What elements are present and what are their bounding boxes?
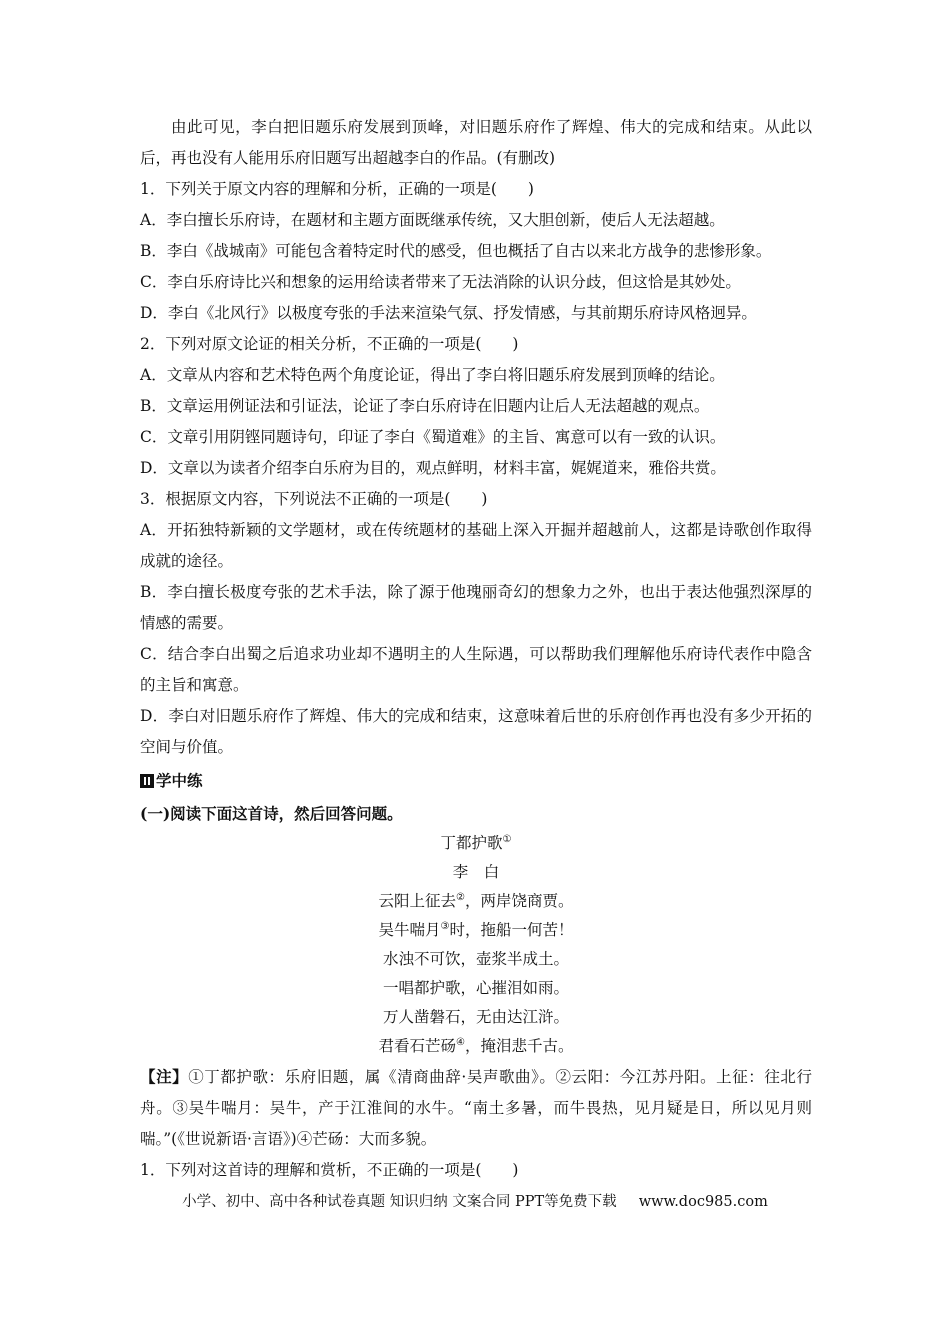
option-a: A．开拓独特新颖的文学题材，或在传统题材的基础上深入开掘并超越前人，这都是诗歌创作取得成就的途径。 bbox=[140, 521, 812, 570]
section-title: 学中练 bbox=[156, 771, 203, 790]
intro-paragraph: 由此可见，李白把旧题乐府发展到顶峰，对旧题乐府作了辉煌、伟大的完成和结束。从此以后，再也没有人能用乐府旧题写出超越李白的作品。(有删改) bbox=[140, 118, 812, 167]
poem-line: 君看石芒砀④，掩泪悲千古。 bbox=[378, 1036, 574, 1055]
note-label: 【注】 bbox=[140, 1067, 189, 1086]
question-stem: 1．下列关于原文内容的理解和分析，正确的一项是( ) bbox=[140, 180, 534, 198]
poem-title: 丁都护歌① bbox=[440, 833, 512, 852]
page-footer bbox=[0, 1190, 950, 1211]
question-3 bbox=[140, 484, 812, 763]
option-b: B．李白《战城南》可能包含着特定时代的感受，但也概括了自古以来北方战争的悲惨形象。 bbox=[140, 242, 772, 260]
option-b: B．李白擅长极度夸张的艺术手法，除了源于他瑰丽奇幻的想象力之外，也出于表达他强烈深厚的情感的需要。 bbox=[140, 583, 812, 632]
option-a: A．文章从内容和艺术特色两个角度论证，得出了李白将旧题乐府发展到顶峰的结论。 bbox=[140, 366, 725, 384]
section-heading bbox=[140, 765, 812, 796]
option-d: D．李白《北风行》以极度夸张的手法来渲染气氛、抒发情感，与其前期乐府诗风格迥异。 bbox=[140, 304, 757, 322]
poem-line: 云阳上征去②，两岸饶商贾。 bbox=[378, 891, 574, 910]
option-c: C．李白乐府诗比兴和想象的运用给读者带来了无法消除的认识分歧，但这恰是其妙处。 bbox=[140, 273, 741, 291]
section-marker-icon bbox=[140, 774, 154, 788]
document-body bbox=[140, 112, 812, 1186]
question-stem: 3．根据原文内容，下列说法不正确的一项是( ) bbox=[140, 490, 488, 508]
footnote-marker: ④ bbox=[456, 1036, 465, 1048]
option-d: D．李白对旧题乐府作了辉煌、伟大的完成和结束，这意味着后世的乐府创作再也没有多少开拓的空间与价值。 bbox=[140, 707, 812, 756]
question-1 bbox=[140, 174, 812, 329]
poem-line: 吴牛喘月③时，拖船一何苦！ bbox=[378, 920, 574, 939]
footnote-marker: ② bbox=[456, 891, 465, 903]
poem-line: 一唱都护歌，心摧泪如雨。 bbox=[382, 979, 569, 997]
footer-text: 小学、初中、高中各种试卷真题 知识归纳 文案合同 PPT等免费下载 bbox=[182, 1194, 617, 1210]
question-stem: 1．下列对这首诗的理解和赏析，不正确的一项是( ) bbox=[140, 1161, 519, 1179]
question-2 bbox=[140, 329, 812, 484]
poem bbox=[140, 829, 812, 1061]
poem-line: 水浊不可饮，壶浆半成土。 bbox=[382, 950, 569, 968]
footnote-marker: ① bbox=[502, 833, 512, 845]
footnote-marker: ③ bbox=[440, 920, 450, 932]
note-text: ①丁都护歌：乐府旧题，属《清商曲辞·吴声歌曲》。②云阳：今江苏丹阳。上征：往北行舟。③吴牛喘月：吴牛，产于江淮间的水牛。“南土多暑，而牛畏热，见月疑是日，所以见月则喘。”(《世说新语·言语》)④芒砀：大而多貌。 bbox=[140, 1068, 812, 1148]
poem-notes bbox=[140, 1061, 812, 1155]
option-a: A．李白擅长乐府诗，在题材和主题方面既继承传统，又大胆创新，使后人无法超越。 bbox=[140, 211, 725, 229]
option-c: C．结合李白出蜀之后追求功业却不遇明主的人生际遇，可以帮助我们理解他乐府诗代表作中隐含的主旨和寓意。 bbox=[140, 645, 812, 694]
option-c: C．文章引用阴铿同题诗句，印证了李白《蜀道难》的主旨、寓意可以有一致的认识。 bbox=[140, 428, 726, 446]
option-b: B．文章运用例证法和引证法，论证了李白乐府诗在旧题内让后人无法超越的观点。 bbox=[140, 397, 710, 415]
poem-line: 万人凿磐石，无由达江浒。 bbox=[382, 1008, 569, 1026]
poem-author: 李 白 bbox=[452, 863, 500, 881]
question-stem: 2．下列对原文论证的相关分析，不正确的一项是( ) bbox=[140, 335, 519, 353]
reading-instruction: (一)阅读下面这首诗，然后回答问题。 bbox=[140, 804, 403, 823]
footer-url: www.doc985.com bbox=[638, 1194, 768, 1210]
option-d: D．文章以为读者介绍李白乐府为目的，观点鲜明，材料丰富，娓娓道来，雅俗共赏。 bbox=[140, 459, 726, 477]
